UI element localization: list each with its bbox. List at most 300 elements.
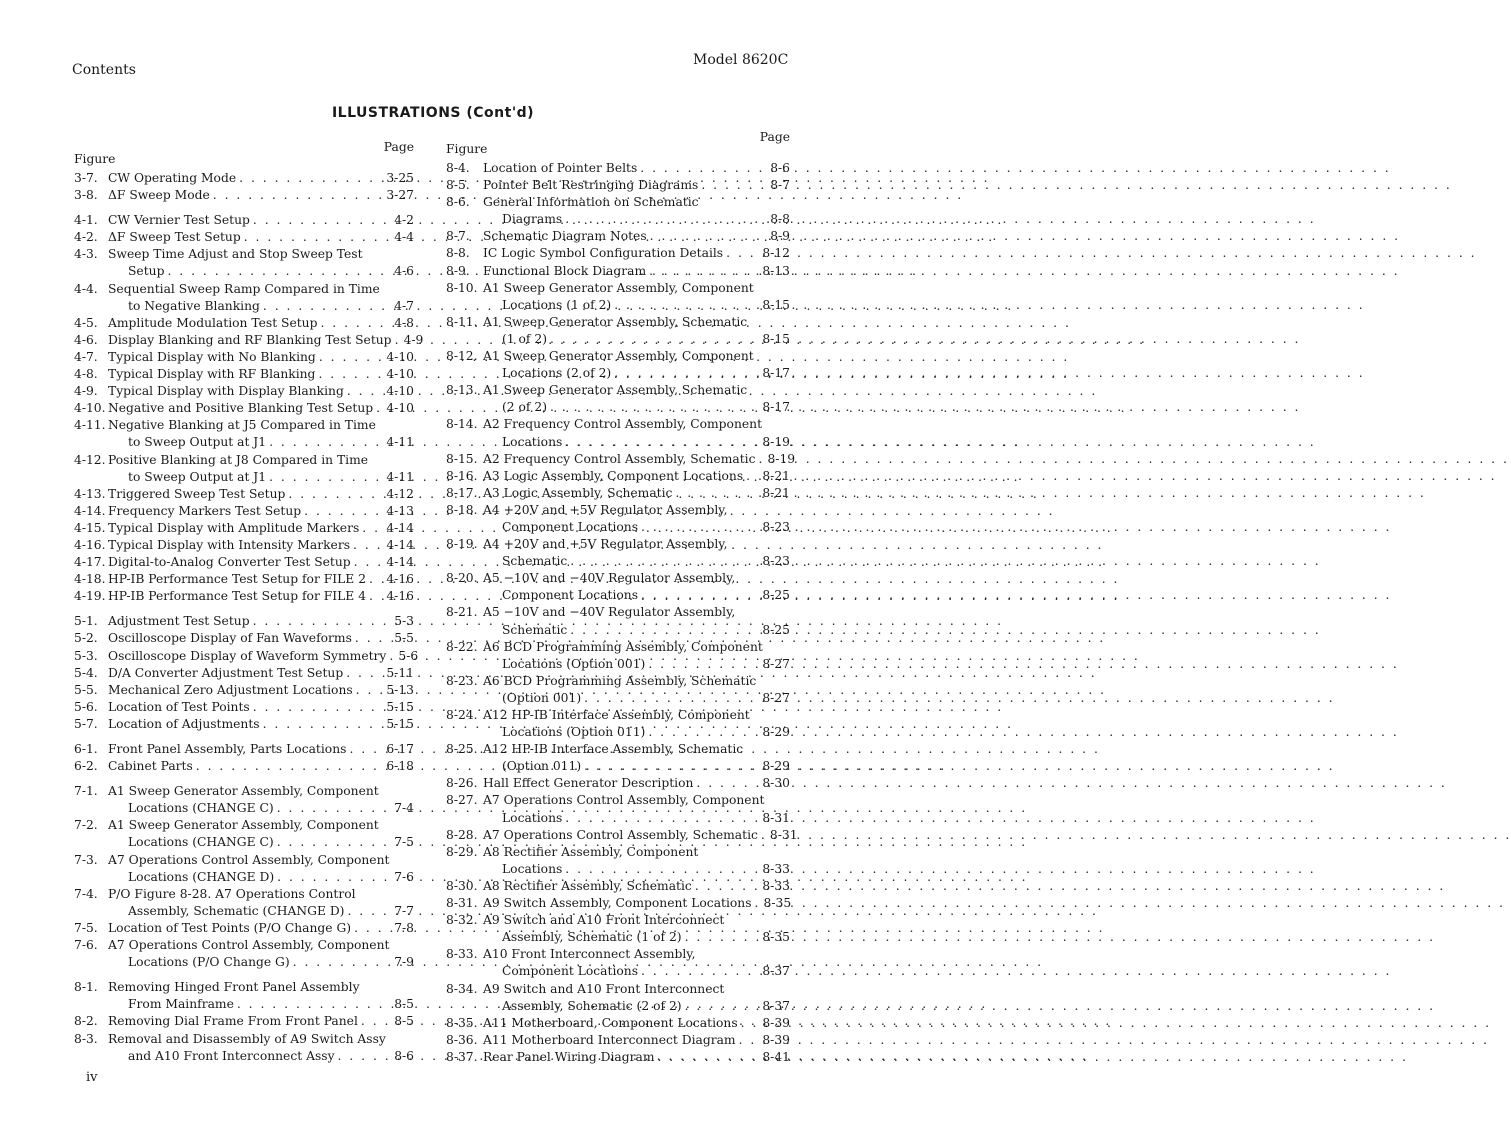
figure-entry-line [74, 469, 414, 486]
dot-leader [645, 724, 762, 741]
figure-number: 8-8. [446, 246, 470, 261]
figure-entry-line [446, 160, 790, 177]
group-spacer [74, 733, 414, 741]
group-spacer [74, 971, 414, 979]
figure-title: Sequential Sweep Ramp Compared in Time [108, 281, 380, 296]
figure-title: CW Operating Mode [108, 171, 237, 185]
page-number-ref: 8-15 [762, 331, 790, 346]
figure-entry-line [446, 673, 790, 690]
figure-title: Negative Blanking at J5 Compared in Time [108, 418, 376, 433]
figure-entry [446, 741, 790, 775]
figure-title: Locations (2 of 2) [502, 366, 612, 381]
figure-number: 3-8. [74, 188, 98, 203]
figure-title: Amplitude Modulation Test Setup [108, 315, 318, 330]
figure-entry-line [74, 246, 414, 263]
figure-entry-line [446, 827, 798, 844]
page-number-ref: 8-35 [762, 930, 790, 945]
figure-title: Removing Dial Frame From Front Panel [108, 1014, 358, 1029]
figure-title: A1 Sweep Generator Assembly, Component [108, 818, 379, 833]
figure-entry [74, 886, 414, 920]
figure-entry-line [446, 451, 796, 468]
dot-leader [234, 996, 394, 1013]
figure-number: 4-16. [74, 537, 106, 552]
figure-entry-line [74, 996, 414, 1013]
figure-title: A9 Switch Assembly, Component Locations [483, 896, 752, 911]
figure-title: Triggered Sweep Test Setup [108, 486, 286, 501]
figure-entry [446, 792, 790, 826]
figure-number: 8-9. [446, 263, 470, 278]
figure-entry-line [74, 783, 414, 800]
figure-number: 8-32. [446, 913, 478, 928]
figure-title: ΔF Sweep Mode [108, 188, 210, 203]
figure-entry [74, 979, 414, 1013]
figure-entry-line [446, 792, 790, 809]
figure-entry-line [74, 170, 414, 187]
page-number-ref: 8-31 [769, 827, 798, 842]
page-number-ref: 8-5 [394, 1014, 414, 1029]
figure-entry [74, 383, 414, 400]
figure-entry-line [446, 416, 790, 433]
figure-title: Locations (CHANGE D) [128, 869, 275, 884]
figure-entry [74, 937, 414, 971]
figure-title: Schematic Diagram Notes [483, 229, 647, 244]
figure-title: A3 Logic Assembly, Component Locations [483, 468, 744, 483]
figure-title: A10 Front Interconnect Assembly, [483, 947, 696, 962]
figure-title: Component Locations [502, 519, 639, 534]
page-number-ref: 4-4 [394, 230, 414, 245]
figure-title: A2 Frequency Control Assembly, Schematic [483, 451, 756, 466]
figure-title: Functional Block Diagram [483, 263, 647, 278]
figure-number: 4-18. [74, 572, 106, 587]
figure-entry [446, 416, 790, 450]
figure-title: A12 HP-IB Interface Assembly, Component [483, 708, 750, 722]
page-number-ref: 8-23 [762, 554, 790, 569]
figure-title: Mechanical Zero Adjustment Locations [108, 682, 353, 697]
figure-entry [446, 502, 790, 536]
figure-entry [74, 400, 414, 417]
figure-title: Assembly, Schematic (1 of 2) [502, 930, 682, 945]
figure-entry-line [74, 554, 414, 571]
dot-leader [317, 315, 394, 332]
page-number-ref: 7-8 [394, 920, 414, 935]
figure-entry-line [74, 537, 414, 554]
figure-title: Pointer Belt Restringing Diagrams [483, 178, 699, 193]
figure-number: 6-2. [74, 759, 98, 774]
dot-leader [241, 229, 394, 246]
page-number-ref: 8-9 [770, 229, 790, 244]
page-number-ref: 4-12 [386, 486, 414, 501]
figure-entry-line [446, 434, 790, 451]
dot-leader [562, 810, 762, 827]
figure-entry-line [446, 502, 790, 519]
page-number-ref: 8-39 [762, 1032, 790, 1047]
page-number-ref: 4-7 [394, 298, 414, 313]
figure-title: Typical Display with Intensity Markers [108, 537, 351, 552]
figure-entry-line [74, 434, 414, 451]
dot-leader [358, 1013, 394, 1030]
figure-number: 8-24. [446, 708, 478, 722]
figure-number: 8-30. [446, 878, 478, 893]
figure-entry [446, 775, 790, 792]
dot-leader [581, 758, 762, 775]
page-number-ref: 8-6 [770, 161, 790, 175]
figure-title: Front Panel Assembly, Parts Locations [108, 742, 347, 756]
figure-number: 8-15. [446, 451, 478, 466]
dot-leader [344, 903, 394, 920]
figure-entry-line [446, 929, 790, 946]
figure-entry-line [74, 571, 414, 588]
page-number-ref: 5-15 [386, 699, 414, 714]
dot-leader [581, 690, 762, 707]
page-number-ref: 4-8 [394, 315, 414, 330]
dot-leader [274, 869, 394, 886]
dot-leader [682, 998, 763, 1015]
figure-entry [446, 878, 790, 895]
figure-title: A5 −10V and −40V Regulator Assembly, [483, 605, 736, 620]
figure-title: Diagrams [502, 212, 563, 227]
right-column-header [446, 130, 790, 160]
page-number-ref: 5-15 [386, 716, 414, 731]
figure-title: to Negative Blanking [128, 298, 260, 313]
figure-entry-line [74, 665, 414, 682]
figure-number: 8-22. [446, 639, 478, 654]
figure-entry-line [446, 245, 790, 262]
page-number-ref: 8-39 [762, 1015, 790, 1030]
figure-entry-line [446, 399, 790, 416]
figure-title: Negative and Positive Blanking Test Setup [108, 401, 374, 416]
dot-leader [236, 170, 386, 187]
figure-entry [74, 417, 414, 451]
figure-entry [446, 228, 790, 245]
figure-number: 8-19. [446, 537, 478, 552]
figure-title: Locations [502, 810, 563, 825]
page-number-ref: 8-13 [762, 263, 790, 278]
page-number-ref: 6-17 [386, 742, 414, 756]
dot-leader [366, 571, 386, 588]
figure-title: IC Logic Symbol Configuration Details [483, 246, 724, 261]
figure-title: (1 of 2) [502, 331, 548, 346]
figure-number: 4-3. [74, 247, 98, 262]
figure-entry-line [446, 553, 790, 570]
page-number-ref: 8-19 [762, 434, 790, 449]
figure-entry [446, 194, 790, 228]
dot-leader [646, 263, 762, 280]
figure-title: From Mainframe [128, 997, 234, 1012]
figure-title: A3 Logic Assembly, Schematic [483, 485, 673, 500]
figure-entry-line [74, 800, 414, 817]
figure-entry-line [446, 895, 790, 912]
figure-title: Component Locations [502, 588, 639, 603]
figure-entry-line [74, 741, 414, 758]
figure-entry-line [446, 758, 790, 775]
page-number-ref: 8-27 [762, 656, 790, 671]
figure-title: Assembly, Schematic (2 of 2) [502, 998, 682, 1013]
figure-title: Frequency Markers Test Setup [108, 503, 302, 518]
figure-number: 7-1. [74, 784, 98, 799]
figure-entry [74, 699, 414, 716]
figure-number: 4-13. [74, 486, 106, 501]
figure-entry-line [74, 452, 414, 469]
left-column [74, 140, 424, 1065]
figure-entry-line [74, 937, 414, 954]
figure-entry [446, 1015, 790, 1032]
figure-entry-line [74, 229, 414, 246]
figure-number: 4-5. [74, 315, 98, 330]
figure-entry [446, 946, 790, 980]
page-number-ref: 4-14 [386, 520, 414, 535]
right-figure-list [446, 160, 798, 1066]
dot-leader [373, 400, 386, 417]
figure-entry-line [446, 587, 790, 604]
page-number-ref: 7-6 [394, 869, 414, 884]
figure-title: D/A Converter Adjustment Test Setup [108, 665, 344, 680]
figure-entry [74, 170, 414, 187]
figure-number: 8-36. [446, 1032, 478, 1047]
dot-leader [562, 434, 762, 451]
figure-title: Locations [502, 861, 563, 876]
figure-entry-line [446, 981, 790, 998]
figure-entry-line [446, 963, 790, 980]
figure-entry-line [446, 348, 790, 365]
figure-number: 5-7. [74, 716, 98, 731]
figure-title: A7 Operations Control Assembly, Component [108, 852, 390, 867]
page-number-ref: 8-25 [762, 622, 790, 637]
dot-leader [654, 1049, 762, 1066]
figure-entry [74, 520, 414, 537]
figure-entry-line [74, 400, 414, 417]
figure-entry [74, 741, 414, 758]
figure-number: 8-33. [446, 947, 478, 962]
figure-number: 8-12. [446, 349, 478, 364]
figure-entry [446, 1049, 790, 1066]
figure-entry-line [446, 844, 790, 861]
figure-entry-line [446, 707, 790, 724]
dot-leader [351, 554, 387, 571]
figure-entry-line [74, 212, 414, 229]
figure-title: A5 −10V and −40V Regulator Assembly, [483, 571, 736, 586]
page-column-label: Page [759, 130, 790, 144]
dot-leader [672, 485, 762, 502]
page-number-ref: 7-4 [394, 801, 414, 816]
figure-entry-line [74, 486, 414, 503]
figure-entry-line [446, 331, 790, 348]
figure-entry-line [74, 1031, 414, 1048]
page-number-ref: 8-29 [762, 759, 790, 774]
figure-entry [446, 280, 790, 314]
dot-leader [351, 920, 394, 937]
dot-leader [758, 827, 770, 844]
figure-number: 4-14. [74, 503, 106, 518]
figure-entry [74, 920, 414, 937]
figure-entry [446, 485, 790, 502]
figure-entry [446, 707, 790, 741]
figure-title: Assembly, Schematic (CHANGE D) [128, 903, 345, 918]
dot-leader [359, 520, 386, 537]
figure-entry-line [446, 998, 790, 1015]
figure-number: 8-28. [446, 827, 478, 842]
dot-leader [698, 177, 770, 194]
figure-entry-line [446, 946, 790, 963]
figure-number: 4-12. [74, 452, 106, 467]
figure-number: 6-1. [74, 742, 98, 756]
dot-leader [352, 630, 394, 647]
dot-leader [682, 929, 763, 946]
figure-entry [446, 673, 790, 707]
figure-entry [74, 852, 414, 886]
figure-entry [74, 630, 414, 647]
figure-number: 8-18. [446, 502, 478, 517]
figure-number: 8-6. [446, 195, 470, 210]
figure-title: A1 Sweep Generator Assembly, Schematic [483, 314, 748, 329]
figure-title: Typical Display with Amplitude Markers [108, 520, 360, 535]
page-number-ref: 8-8 [770, 212, 790, 227]
page-number-ref: 7-5 [394, 835, 414, 850]
figure-entry-line [74, 903, 414, 920]
figure-number: 8-29. [446, 844, 478, 859]
figure-number: 8-37. [446, 1049, 478, 1064]
figure-entry [74, 783, 414, 817]
figure-entry-line [446, 741, 790, 758]
page-number-ref: 8-30 [762, 776, 790, 791]
figure-title: A4 +20V and +5V Regulator Assembly, [483, 537, 728, 552]
figure-entry-line [74, 979, 414, 996]
page-number-ref: 8-21 [762, 468, 790, 483]
dot-leader [386, 648, 398, 665]
figure-entry [446, 604, 790, 638]
page-number-ref: 8-6 [394, 1048, 414, 1063]
figure-entry [446, 348, 790, 382]
figure-title: A1 Sweep Generator Assembly, Schematic [483, 383, 748, 398]
figure-entry-line [74, 281, 414, 298]
figure-entry [74, 682, 414, 699]
figure-entry-line [74, 520, 414, 537]
figure-entry [446, 468, 790, 485]
figure-number: 3-7. [74, 171, 98, 185]
figure-title: A1 Sweep Generator Assembly, Component [483, 280, 754, 295]
figure-entry-line [74, 954, 414, 971]
page-column-label: Page [383, 140, 414, 154]
figure-entry-line [74, 588, 414, 605]
figure-entry-line [446, 365, 790, 382]
figure-entry-line [446, 775, 790, 792]
figure-number: 4-10. [74, 401, 106, 416]
figure-number: 4-17. [74, 555, 106, 570]
figure-entry [446, 981, 790, 1015]
figure-title: Typical Display with No Blanking [108, 349, 316, 364]
figure-number: 8-1. [74, 980, 98, 995]
figure-number: 5-3. [74, 648, 98, 663]
figure-entry [446, 245, 790, 262]
figure-title: A2 Frequency Control Assembly, Component [483, 417, 763, 432]
figure-entry-line [446, 912, 790, 929]
figure-number: 5-1. [74, 614, 98, 629]
dot-leader [301, 503, 386, 520]
figure-entry [74, 537, 414, 554]
figure-entry-line [446, 314, 790, 331]
dot-leader [164, 263, 394, 280]
figure-title: A8 Rectifier Assembly, Schematic [483, 878, 692, 893]
figure-number: 4-2. [74, 230, 98, 245]
page-number-ref: 8-27 [762, 690, 790, 705]
figure-entry-line [446, 211, 790, 228]
page-number: iv [86, 1070, 98, 1085]
dot-leader [285, 486, 386, 503]
dot-leader [260, 716, 387, 733]
figure-number: 8-21. [446, 605, 478, 620]
page-number-ref: 4-10 [386, 367, 414, 382]
figure-entry [74, 554, 414, 571]
dot-leader [723, 245, 762, 262]
figure-entry-line [446, 1032, 790, 1049]
figure-number: 7-2. [74, 818, 98, 833]
figure-number: 8-35. [446, 1015, 478, 1030]
figure-column-label: Figure [74, 152, 116, 166]
figure-entry [74, 758, 414, 775]
figure-entry [74, 571, 414, 588]
figure-entry-line [446, 280, 790, 297]
figure-entry [446, 177, 790, 194]
figure-entry [74, 665, 414, 682]
page-number-ref: 4-10 [386, 401, 414, 416]
figure-title: Location of Test Points [108, 699, 250, 714]
figure-number: 5-4. [74, 665, 98, 680]
figure-entry [74, 648, 419, 665]
dot-leader [645, 656, 762, 673]
page-number-ref: 5-3 [394, 614, 414, 629]
page-number-ref: 8-23 [762, 519, 790, 534]
figure-entry [74, 332, 424, 349]
figure-entry [446, 827, 798, 844]
figure-number: 4-6. [74, 332, 98, 347]
figure-entry [74, 503, 414, 520]
figure-number: 4-8. [74, 367, 98, 382]
figure-number: 8-27. [446, 793, 478, 808]
dot-leader [344, 383, 387, 400]
dot-leader [343, 665, 386, 682]
figure-entry-line [74, 187, 414, 204]
dot-leader [316, 349, 387, 366]
figure-entry [74, 315, 414, 332]
dot-leader [562, 211, 770, 228]
figure-entry [74, 1031, 414, 1065]
figure-entry-line [446, 810, 790, 827]
dot-leader [346, 741, 386, 758]
dot-leader [266, 434, 386, 451]
dot-leader [392, 332, 404, 349]
figure-number: 4-1. [74, 213, 98, 228]
figure-number: 8-23. [446, 673, 478, 688]
figure-entry-line [74, 1013, 414, 1030]
page-title: ILLUSTRATIONS (Cont'd) [331, 105, 535, 121]
page-number-ref: 8-21 [762, 485, 790, 500]
figure-title: ΔF Sweep Test Setup [108, 230, 241, 245]
figure-number: 8-20. [446, 571, 478, 586]
figure-title: Typical Display with Display Blanking [108, 384, 344, 399]
figure-number: 7-6. [74, 938, 98, 953]
figure-entry-line [446, 468, 790, 485]
page-number-ref: 8-19 [767, 451, 796, 466]
running-header-contents: Contents [72, 62, 136, 78]
figure-number: 5-5. [74, 682, 98, 697]
figure-number: 8-16. [446, 468, 478, 483]
page-number-ref: 4-9 [403, 332, 424, 347]
figure-entry-line [74, 503, 414, 520]
figure-entry-line [74, 682, 414, 699]
figure-entry-line [446, 1015, 790, 1032]
figure-title: Adjustment Test Setup [108, 614, 250, 629]
figure-entry-line [446, 228, 790, 245]
page-number-ref: 8-17 [762, 400, 790, 415]
